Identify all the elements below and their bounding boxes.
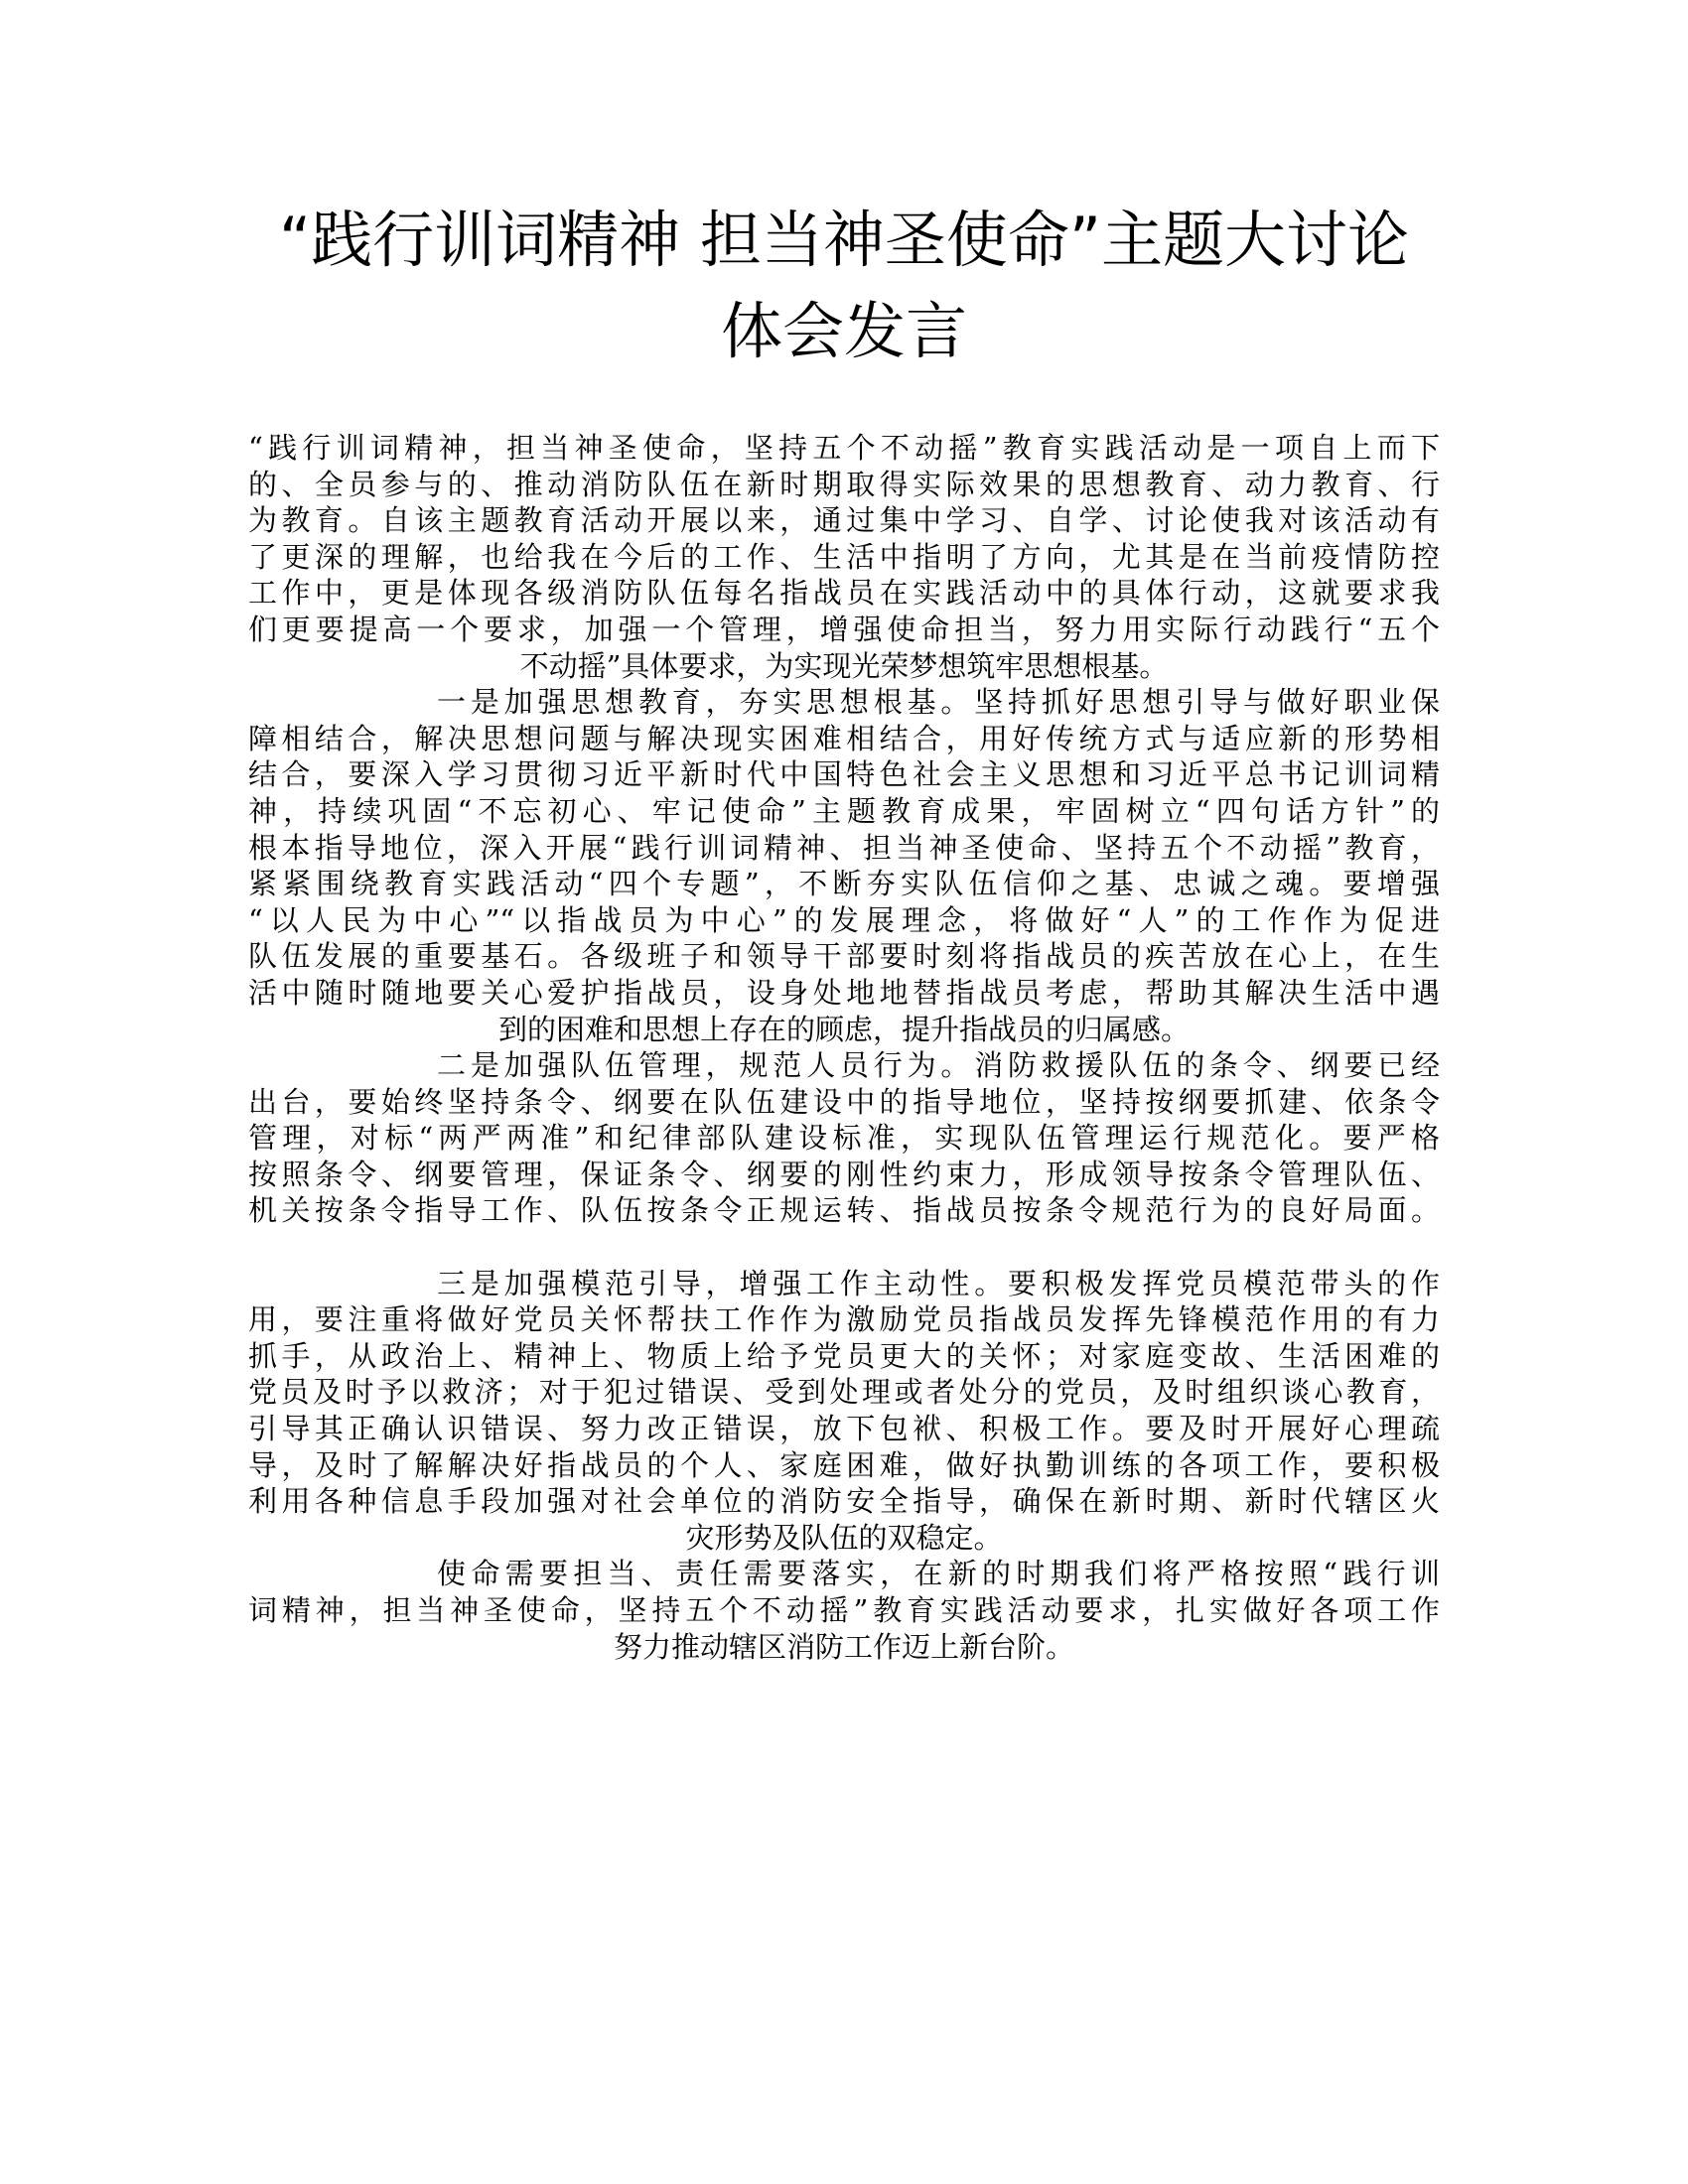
- text-line: 根本指导地位，深入开展“践行训词精神、担当神圣使命、坚持五个不动摇”教育，: [248, 830, 1440, 865]
- text-line: 使命需要担当、责任需要落实，在新的时期我们将严格按照“践行训: [437, 1557, 1440, 1591]
- document-title: [199, 195, 1489, 377]
- document-body: [248, 430, 1440, 1665]
- text-line: 神，持续巩固“不忘初心、牢记使命”主题教育成果，牢固树立“四句话方针”的: [248, 793, 1440, 828]
- text-line: 机关按条令指导工作、队伍按条令正规运转、指战员按条令规范行为的良好局面。: [248, 1193, 1440, 1228]
- text-line: 紧紧围绕教育实践活动“四个专题”，不断夯实队伍信仰之基、忠诚之魂。要增强: [248, 867, 1440, 901]
- text-line: 的、全员参与的、推动消防队伍在新时期取得实际效果的思想教育、动力教育、行: [248, 467, 1440, 501]
- text-line: “以人民为中心”“以指战员为中心”的发展理念，将做好“人”的工作作为促进: [248, 902, 1440, 937]
- paragraph-conclusion: [248, 1556, 1440, 1665]
- text-line: 不动摇”具体要求，为实现光荣梦想筑牢思想根基。: [519, 648, 1169, 683]
- text-line: 按照条令、纲要管理，保证条令、纲要的刚性约束力，形成领导按条令管理队伍、: [248, 1157, 1440, 1191]
- text-line: 导，及时了解解决好指战员的个人、家庭困难，做好执勤训练的各项工作，要积极: [248, 1447, 1440, 1482]
- paragraph-spacer: [248, 1229, 1440, 1266]
- text-line: 党员及时予以救济；对于犯过错误、受到处理或者处分的党员，及时组织谈心教育，: [248, 1375, 1440, 1410]
- text-line: 队伍发展的重要基石。各级班子和领导干部要时刻将指战员的疾苦放在心上，在生: [248, 939, 1440, 974]
- text-line: 二是加强队伍管理，规范人员行为。消防救援队伍的条令、纲要已经: [437, 1048, 1440, 1083]
- text-line: 活中随时随地要关心爱护指战员，设身处地地替指战员考虑，帮助其解决生活中遇: [248, 975, 1440, 1010]
- paragraph-model-guidance: [248, 1266, 1440, 1557]
- text-line: 灾形势及队伍的双稳定。: [685, 1520, 1003, 1555]
- paragraph-intro: [248, 430, 1440, 684]
- text-line: 引导其正确认识错误、努力改正错误，放下包袱、积极工作。要及时开展好心理疏: [248, 1412, 1440, 1446]
- text-line: 三是加强模范引导，增强工作主动性。要积极发挥党员模范带头的作: [437, 1266, 1440, 1300]
- text-line: 一是加强思想教育，夯实思想根基。坚持抓好思想引导与做好职业保: [437, 685, 1440, 720]
- text-line: 抓手，从政治上、精神上、物质上给予党员更大的关怀；对家庭变故、生活困难的: [248, 1338, 1440, 1373]
- text-line: 们更要提高一个要求，加强一个管理，增强使命担当，努力用实际行动践行“五个: [248, 612, 1440, 646]
- text-line: 利用各种信息手段加强对社会单位的消防安全指导，确保在新时期、新时代辖区火: [248, 1484, 1440, 1519]
- text-line: 了更深的理解，也给我在今后的工作、生活中指明了方向，尤其是在当前疫情防控: [248, 539, 1440, 574]
- text-line: 用，要注重将做好党员关怀帮扶工作作为激励党员指战员发挥先锋模范作用的有力: [248, 1302, 1440, 1337]
- text-line: “践行训词精神，担当神圣使命，坚持五个不动摇”教育实践活动是一项自上而下: [248, 431, 1440, 465]
- text-line: 词精神，担当神圣使命，坚持五个不动摇”教育实践活动要求，扎实做好各项工作: [248, 1593, 1440, 1627]
- text-line: 努力推动辖区消防工作迈上新台阶。: [613, 1629, 1074, 1664]
- text-line: 障相结合，解决思想问题与解决现实困难相结合，用好传统方式与适应新的形势相: [248, 721, 1440, 755]
- text-line: 结合，要深入学习贯彻习近平新时代中国特色社会主义思想和习近平总书记训词精: [248, 757, 1440, 792]
- title-line: 体会发言: [720, 295, 967, 367]
- text-line: 出台，要始终坚持条令、纲要在队伍建设中的指导地位，坚持按纲要抓建、依条令: [248, 1084, 1440, 1119]
- text-line: 管理，对标“两严两准”和纪律部队建设标准，实现队伍管理运行规范化。要严格: [248, 1121, 1440, 1156]
- text-line: 到的困难和思想上存在的顾虑，提升指战员的归属感。: [497, 1012, 1190, 1046]
- paragraph-ideology: [248, 684, 1440, 1047]
- paragraph-management: [248, 1047, 1440, 1229]
- title-line: “践行训词精神 担当神圣使命”主题大讨论: [279, 204, 1409, 276]
- text-line: 工作中，更是体现各级消防队伍每名指战员在实践活动中的具体行动，这就要求我: [248, 576, 1440, 611]
- text-line: 为教育。自该主题教育活动开展以来，通过集中学习、自学、讨论使我对该活动有: [248, 503, 1440, 538]
